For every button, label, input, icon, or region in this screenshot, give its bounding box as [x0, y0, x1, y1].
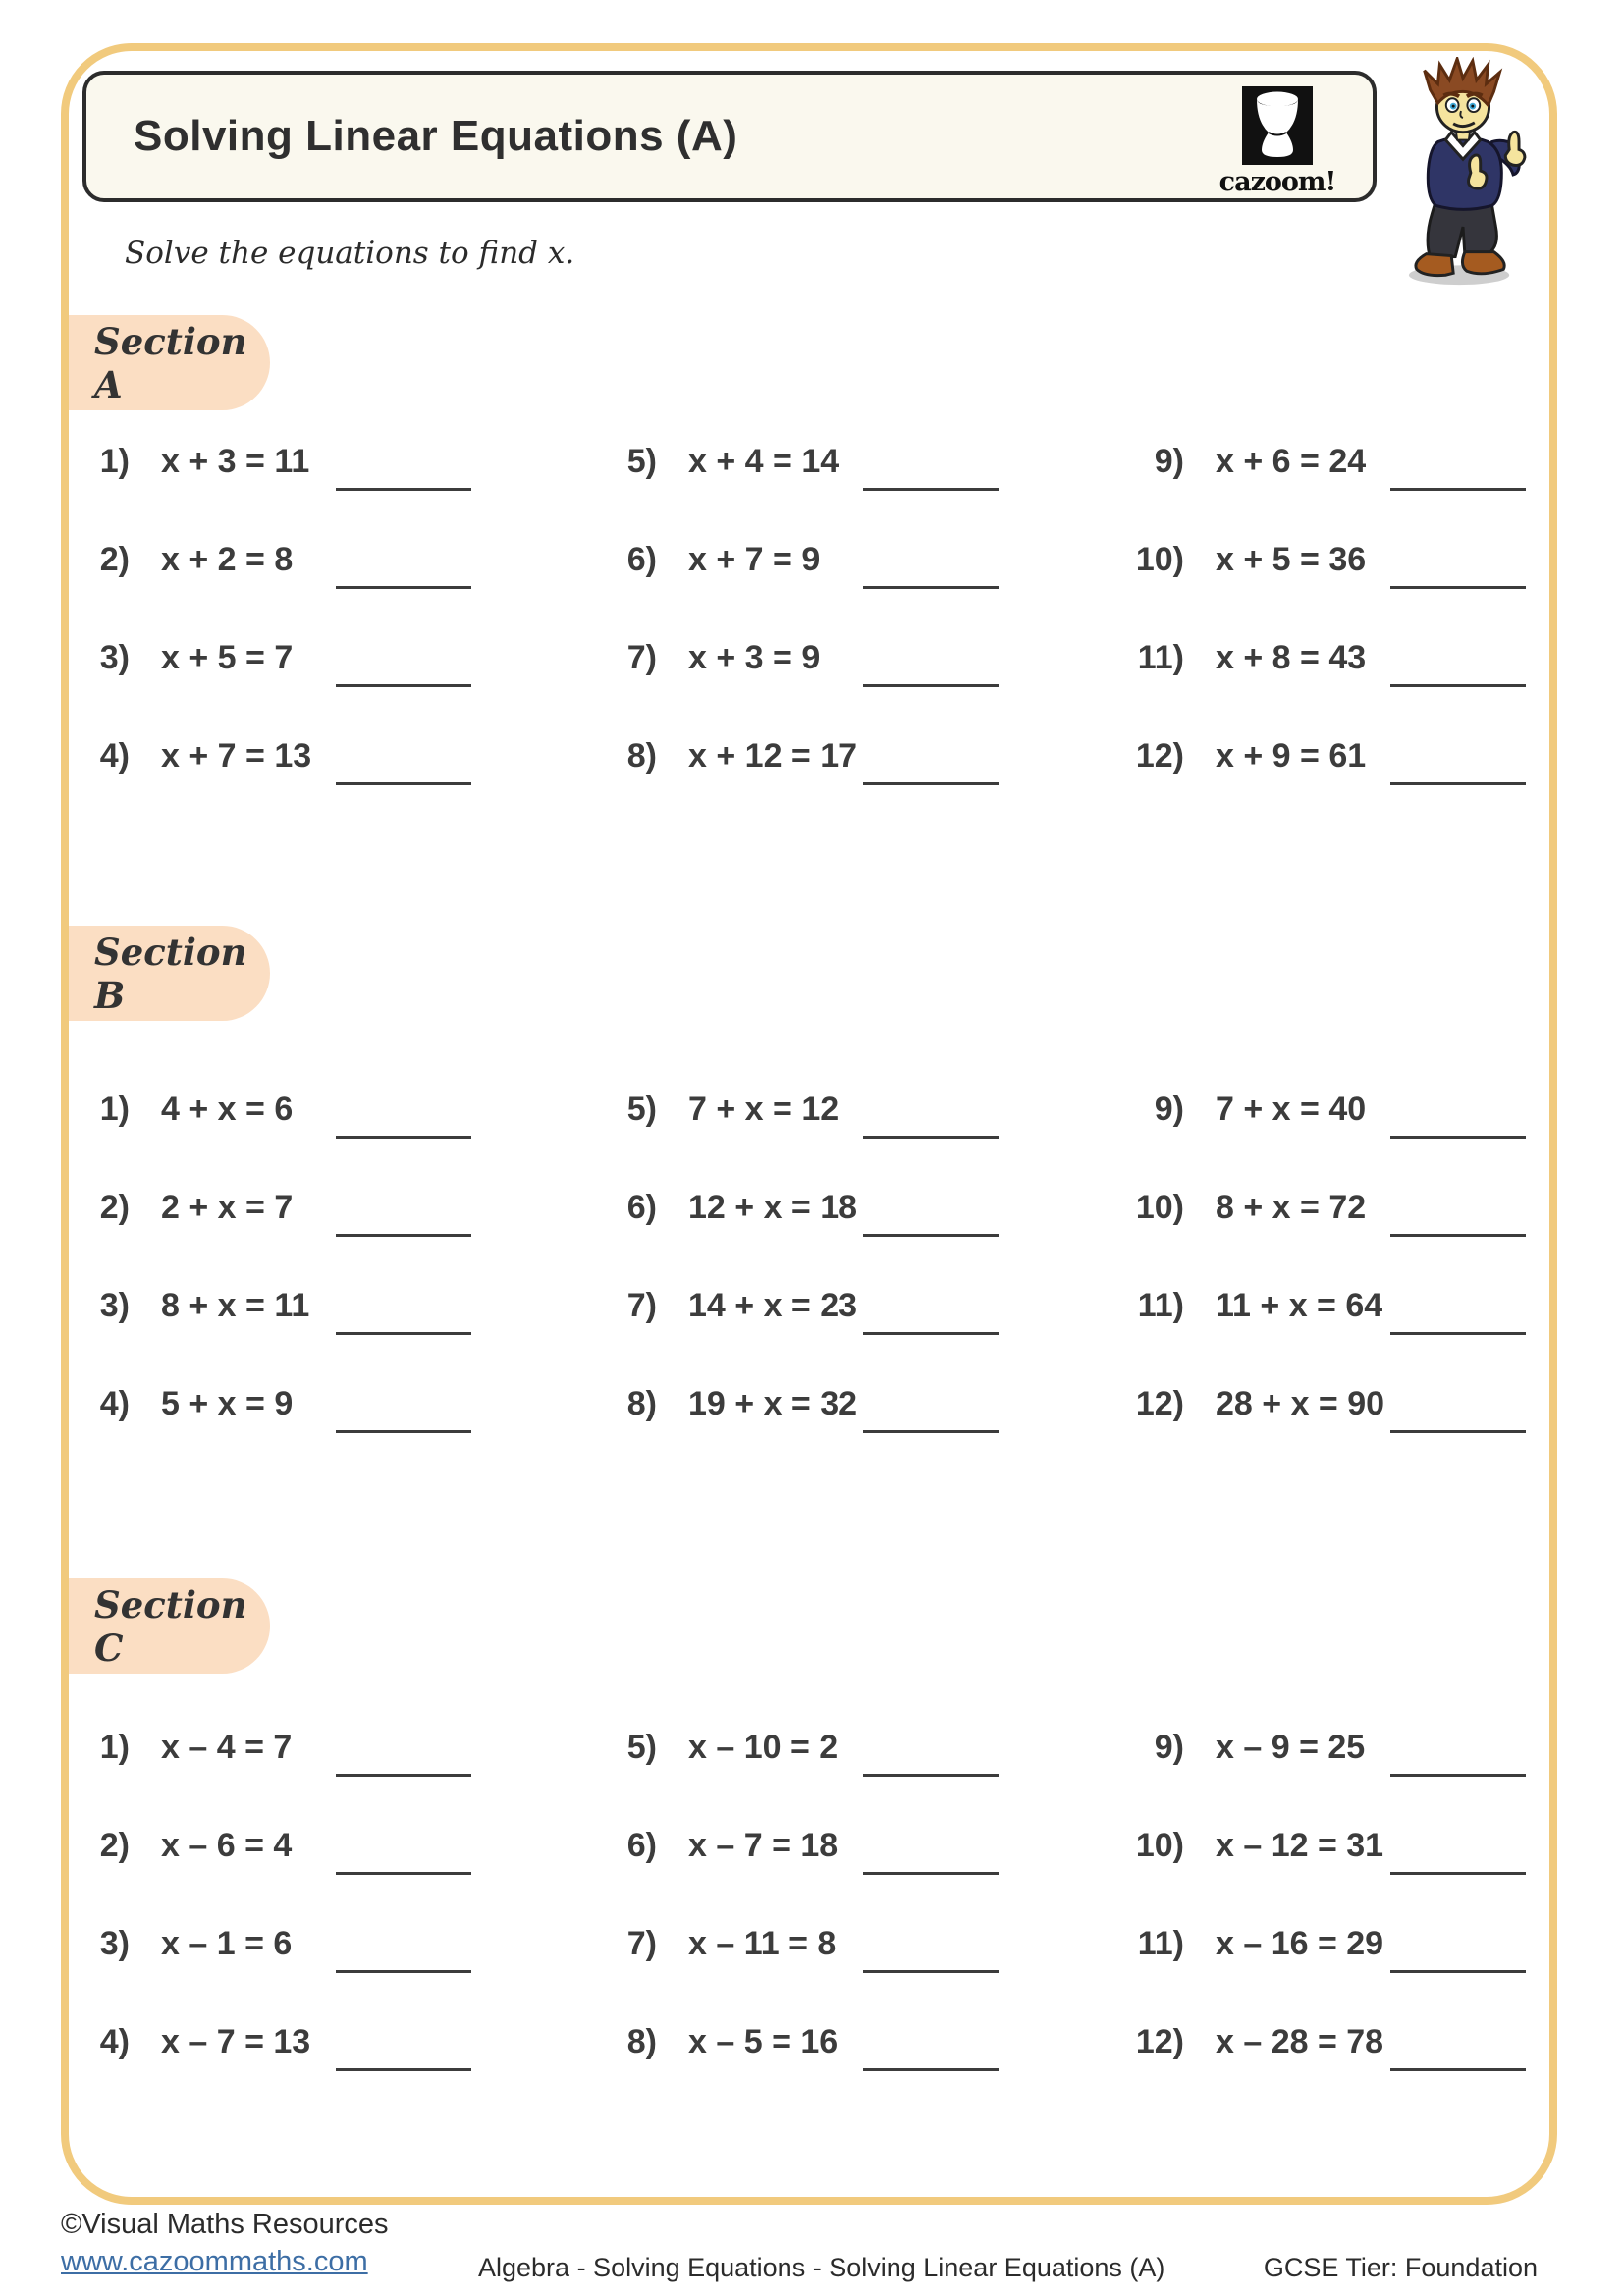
equation-text: x – 4 = 7: [161, 1729, 293, 1766]
equation-item: [596, 1924, 836, 1971]
equation-number: 2): [99, 1189, 130, 1226]
equation-number: 11): [1137, 1925, 1184, 1962]
equation-item: [596, 1188, 857, 1235]
equation-text: x – 7 = 13: [161, 2023, 311, 2060]
equation-item: [1123, 1188, 1366, 1235]
equation-number: 7): [626, 639, 657, 676]
equation-item: [69, 1728, 292, 1775]
equation-item: [596, 1286, 857, 1333]
answer-line[interactable]: [336, 1774, 471, 1777]
equation-number: 8): [626, 1385, 657, 1422]
title-box: [82, 71, 1377, 202]
equation-number: 4): [99, 1385, 130, 1422]
answer-line[interactable]: [863, 1430, 999, 1433]
instruction-text: Solve the equations to find x.: [125, 236, 575, 271]
equation-item: [596, 1090, 839, 1137]
equation-text: 8 + x = 11: [161, 1287, 310, 1324]
equation-number: 3): [99, 1925, 130, 1962]
equation-item: [69, 1384, 293, 1431]
answer-line[interactable]: [336, 1234, 471, 1237]
equation-text: 5 + x = 9: [161, 1385, 294, 1422]
answer-line[interactable]: [1390, 684, 1526, 687]
equation-number: 2): [99, 541, 130, 578]
equation-text: 14 + x = 23: [688, 1287, 858, 1324]
equation-text: x + 5 = 7: [161, 639, 294, 676]
equation-item: [1123, 1090, 1366, 1137]
equation-item: [596, 736, 857, 783]
equation-text: x – 11 = 8: [688, 1925, 837, 1962]
equation-number: 4): [99, 2023, 130, 2060]
answer-line[interactable]: [863, 2068, 999, 2071]
equation-number: 3): [99, 1287, 130, 1324]
equation-text: x – 28 = 78: [1216, 2023, 1384, 2060]
answer-line[interactable]: [863, 488, 999, 491]
footer-website-link[interactable]: www.cazoommaths.com: [61, 2246, 368, 2277]
footer-copyright: ©Visual Maths Resources: [61, 2209, 389, 2240]
answer-line[interactable]: [1390, 1872, 1526, 1875]
equation-item: [1123, 1826, 1383, 1873]
equation-item: [596, 1384, 857, 1431]
answer-line[interactable]: [336, 684, 471, 687]
answer-line[interactable]: [863, 1136, 999, 1139]
equation-item: [596, 540, 820, 587]
equation-number: 7): [626, 1287, 657, 1324]
equation-text: x – 10 = 2: [688, 1729, 839, 1766]
equation-number: 6): [626, 1189, 657, 1226]
equation-text: x + 3 = 9: [688, 639, 821, 676]
equation-item: [1123, 1286, 1382, 1333]
equation-text: 11 + x = 64: [1216, 1287, 1383, 1324]
answer-line[interactable]: [1390, 1970, 1526, 1973]
equation-item: [1123, 638, 1366, 685]
equation-number: 11): [1137, 1287, 1184, 1324]
cazoom-logo: [1212, 86, 1343, 197]
equation-text: x – 16 = 29: [1216, 1925, 1384, 1962]
equation-number: 10): [1135, 541, 1184, 578]
page-title: Solving Linear Equations (A): [134, 112, 738, 160]
equation-text: 7 + x = 12: [688, 1091, 839, 1128]
section-label: Section C: [94, 1582, 247, 1670]
equation-number: 12): [1135, 1385, 1184, 1422]
equation-number: 6): [626, 1827, 657, 1864]
answer-line[interactable]: [863, 1970, 999, 1973]
equation-text: x + 5 = 36: [1216, 541, 1367, 578]
equation-number: 2): [99, 1827, 130, 1864]
equation-text: x + 9 = 61: [1216, 737, 1367, 774]
section-label: Section A: [94, 319, 247, 406]
equation-item: [596, 1826, 838, 1873]
equation-text: x + 3 = 11: [161, 443, 310, 480]
equation-text: x + 12 = 17: [688, 737, 858, 774]
answer-line[interactable]: [336, 1430, 471, 1433]
answer-line[interactable]: [1390, 782, 1526, 785]
equation-text: 19 + x = 32: [688, 1385, 858, 1422]
equation-number: 9): [1154, 1091, 1184, 1128]
equation-text: 2 + x = 7: [161, 1189, 294, 1226]
equation-item: [1123, 736, 1366, 783]
answer-line[interactable]: [863, 684, 999, 687]
answer-line[interactable]: [1390, 488, 1526, 491]
equation-number: 1): [99, 1729, 130, 1766]
answer-line[interactable]: [1390, 2068, 1526, 2071]
equation-item: [69, 1924, 292, 1971]
equation-item: [69, 1090, 293, 1137]
answer-line[interactable]: [1390, 1774, 1526, 1777]
equation-item: [596, 638, 820, 685]
equation-text: x – 6 = 4: [161, 1827, 293, 1864]
equation-number: 9): [1154, 443, 1184, 480]
answer-line[interactable]: [1390, 1234, 1526, 1237]
answer-line[interactable]: [863, 1774, 999, 1777]
equation-number: 1): [99, 443, 130, 480]
section-label: Section B: [94, 930, 247, 1017]
equation-text: x + 2 = 8: [161, 541, 294, 578]
equation-number: 12): [1135, 2023, 1184, 2060]
equation-text: 7 + x = 40: [1216, 1091, 1367, 1128]
footer-breadcrumb: Algebra - Solving Equations - Solving Linear Equations (A): [478, 2253, 1165, 2282]
section-badge: [69, 1578, 270, 1674]
answer-line[interactable]: [863, 782, 999, 785]
equation-number: 10): [1135, 1189, 1184, 1226]
equation-text: x – 9 = 25: [1216, 1729, 1366, 1766]
equation-number: 9): [1154, 1729, 1184, 1766]
equation-text: 12 + x = 18: [688, 1189, 858, 1226]
equation-number: 12): [1135, 737, 1184, 774]
section-badge: [69, 315, 270, 410]
equation-item: [1123, 1728, 1365, 1775]
equation-number: 5): [626, 1729, 657, 1766]
equation-text: x + 4 = 14: [688, 443, 839, 480]
equation-number: 10): [1135, 1827, 1184, 1864]
equation-item: [69, 736, 311, 783]
equation-number: 5): [626, 443, 657, 480]
equation-number: 7): [626, 1925, 657, 1962]
equation-item: [69, 1286, 309, 1333]
equation-item: [1123, 540, 1366, 587]
answer-line[interactable]: [336, 1872, 471, 1875]
equation-text: x + 6 = 24: [1216, 443, 1367, 480]
equation-item: [69, 540, 293, 587]
equation-item: [1123, 2022, 1383, 2069]
equation-text: x – 7 = 18: [688, 1827, 839, 1864]
equation-number: 8): [626, 737, 657, 774]
equation-number: 3): [99, 639, 130, 676]
answer-line[interactable]: [336, 586, 471, 589]
answer-line[interactable]: [1390, 1136, 1526, 1139]
answer-line[interactable]: [863, 1872, 999, 1875]
answer-line[interactable]: [336, 1970, 471, 1973]
equation-item: [69, 638, 293, 685]
equation-item: [69, 1188, 293, 1235]
equation-text: x + 8 = 43: [1216, 639, 1367, 676]
footer-tier-label: GCSE Tier: Foundation: [1263, 2253, 1538, 2282]
equation-text: 28 + x = 90: [1216, 1385, 1385, 1422]
answer-line[interactable]: [336, 782, 471, 785]
equation-number: 4): [99, 737, 130, 774]
equation-item: [1123, 442, 1366, 489]
equation-item: [596, 442, 839, 489]
answer-line[interactable]: [863, 586, 999, 589]
answer-line[interactable]: [1390, 1332, 1526, 1335]
answer-line[interactable]: [1390, 586, 1526, 589]
equation-text: 4 + x = 6: [161, 1091, 294, 1128]
equation-text: x – 12 = 31: [1216, 1827, 1384, 1864]
equation-item: [1123, 1924, 1383, 1971]
equation-item: [1123, 1384, 1384, 1431]
answer-line[interactable]: [336, 488, 471, 491]
answer-line[interactable]: [336, 1332, 471, 1335]
equation-text: x + 7 = 9: [688, 541, 821, 578]
equation-number: 11): [1137, 639, 1184, 676]
equation-item: [69, 1826, 292, 1873]
equation-text: 8 + x = 72: [1216, 1189, 1367, 1226]
cartoon-boy-thumbs-up-icon: [1394, 57, 1532, 289]
equation-item: [596, 1728, 838, 1775]
djembe-drum-icon: [1242, 86, 1313, 165]
equation-number: 6): [626, 541, 657, 578]
answer-line[interactable]: [863, 1332, 999, 1335]
equation-text: x + 7 = 13: [161, 737, 312, 774]
cazoom-wordmark: cazoom!: [1218, 167, 1336, 197]
answer-line[interactable]: [336, 2068, 471, 2071]
equation-number: 1): [99, 1091, 130, 1128]
equation-item: [69, 2022, 310, 2069]
answer-line[interactable]: [863, 1234, 999, 1237]
equation-text: x – 1 = 6: [161, 1925, 293, 1962]
equation-item: [596, 2022, 838, 2069]
equation-text: x – 5 = 16: [688, 2023, 839, 2060]
equation-number: 8): [626, 2023, 657, 2060]
equation-number: 5): [626, 1091, 657, 1128]
equation-item: [69, 442, 309, 489]
answer-line[interactable]: [336, 1136, 471, 1139]
section-badge: [69, 926, 270, 1021]
answer-line[interactable]: [1390, 1430, 1526, 1433]
